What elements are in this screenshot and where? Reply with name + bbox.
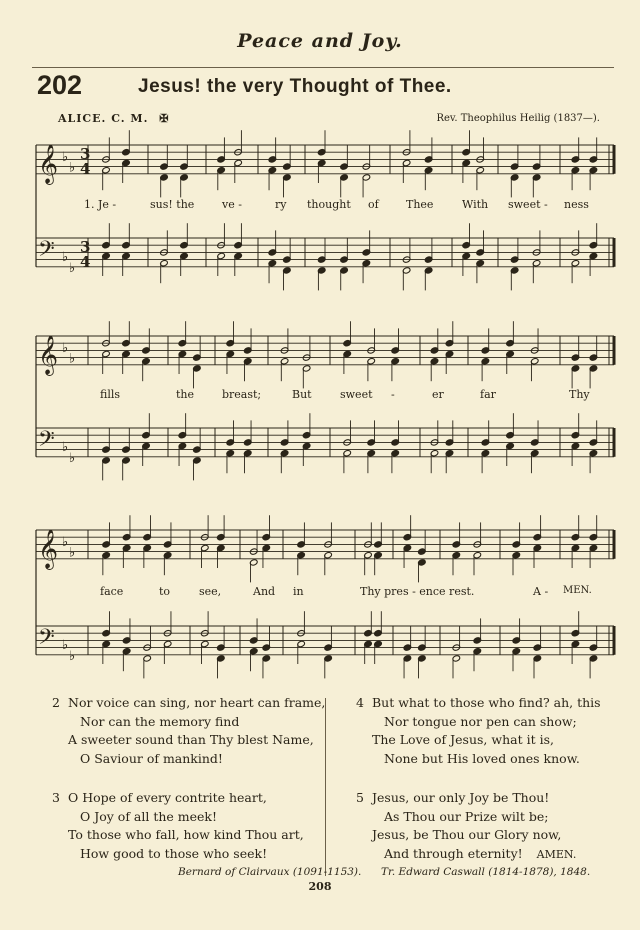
verse-line: But what to those who find? ah, this <box>372 695 601 710</box>
tune-name-text: ALICE. C. M. <box>58 112 149 125</box>
flat-icon: ♭ <box>62 534 69 550</box>
verse-line: As Thou our Prize wilt be; <box>384 808 549 824</box>
verse-2 <box>52 694 325 768</box>
verse-line: To those who fall, how kind Thou art, <box>68 827 304 843</box>
lyric-3-5: in <box>293 585 304 598</box>
lyric-3-8: MEN. <box>563 585 592 596</box>
flat-icon: ♭ <box>69 351 76 367</box>
flat-icon: ♭ <box>69 160 76 176</box>
verse-line: O Saviour of mankind! <box>80 750 223 766</box>
time-signature-bottom: 4 <box>80 160 91 178</box>
lyric-3-2: to <box>159 585 171 598</box>
time-signature-top: 3 <box>80 238 91 256</box>
translator-credit: Tr. Edward Caswall (1814-1878), 1848. <box>381 866 591 878</box>
flat-icon: ♭ <box>69 648 76 664</box>
verse-line: The Love of Jesus, what it is, <box>372 732 554 748</box>
lyric-3-3: see, <box>199 585 222 598</box>
lyric-3-1: face <box>100 585 124 598</box>
author-credit: Bernard of Clairvaux (1091-1153). <box>178 866 362 878</box>
verse-line: A sweeter sound than Thy blest Name, <box>68 732 314 748</box>
lyric-1-6: of <box>368 198 379 211</box>
lyric-2-9: Thy <box>569 388 590 401</box>
lyric-2-7: er <box>432 388 444 401</box>
verse-line: And through eternity! <box>384 845 523 861</box>
hymn-number: 202 <box>37 70 83 100</box>
flat-icon: ♭ <box>69 545 76 561</box>
verse-line: How good to those who seek! <box>80 845 268 861</box>
flat-icon: ♭ <box>62 340 69 356</box>
hymn-title: Jesus! the very Thought of Thee. <box>138 76 452 97</box>
lyric-1-1: 1. Je - <box>84 198 117 211</box>
verse-line: Nor can the memory find <box>80 713 240 729</box>
verse-3 <box>52 789 304 863</box>
flat-icon: ♭ <box>62 250 69 265</box>
lyric-1-8: With <box>462 198 489 211</box>
lyric-1-4: ry <box>275 198 287 211</box>
lyric-1-5: thought <box>307 198 351 211</box>
verse-number: 5 <box>356 790 364 805</box>
verse-number: 3 <box>52 790 60 805</box>
treble-clef-icon: 𝄞 <box>38 529 59 569</box>
lyric-1-7: Thee <box>406 198 434 211</box>
section-title: Peace and Joy. <box>237 30 403 52</box>
flat-icon: ♭ <box>69 260 76 276</box>
lyric-2-6: - <box>391 388 395 401</box>
verse-line: O Joy of all the meek! <box>80 808 218 824</box>
verse-line: None but His loved ones know. <box>384 750 580 766</box>
time-signature-bottom: 4 <box>80 253 91 271</box>
bass-clef-icon: 𝄢 <box>38 427 55 457</box>
treble-clef-icon: 𝄞 <box>38 335 59 375</box>
lyric-2-1: fills <box>100 388 121 401</box>
verse-line: Nor tongue nor pen can show; <box>384 713 577 729</box>
lyric-3-7: A - <box>533 585 549 598</box>
flat-icon: ♭ <box>69 450 76 466</box>
lyric-2-4: But <box>292 388 312 401</box>
flat-icon: ♭ <box>62 638 69 653</box>
lyric-2-8: far <box>480 388 496 401</box>
verse-divider <box>325 698 326 876</box>
lyric-1-3: ve - <box>222 198 242 211</box>
treble-clef-icon: 𝄞 <box>38 144 59 184</box>
lyric-3-6: Thy pres - ence rest. <box>360 585 475 598</box>
flat-icon: ♭ <box>62 440 69 455</box>
verse-line: Jesus, our only Joy be Thou! <box>372 790 550 805</box>
page-number: 208 <box>308 880 332 893</box>
verse-line: O Hope of every contrite heart, <box>68 790 267 805</box>
lyric-2-5: sweet <box>340 388 373 401</box>
verse-number: 2 <box>52 695 60 710</box>
lyric-1-2: sus! the <box>150 198 195 211</box>
verse-line: Jesus, be Thou our Glory now, <box>372 827 562 843</box>
verse-5 <box>356 789 576 864</box>
verse-4 <box>356 694 601 768</box>
amen-mark: AMEN. <box>536 847 577 861</box>
cross-icon: ✠ <box>159 112 170 125</box>
bass-clef-icon: 𝄢 <box>38 625 55 655</box>
lyric-3-4: And <box>253 585 276 598</box>
verse-number: 4 <box>356 695 364 710</box>
composer-credit: Rev. Theophilus Heilig (1837—). <box>436 113 600 124</box>
verse-line: Nor voice can sing, nor heart can frame, <box>68 695 326 710</box>
flat-icon: ♭ <box>62 149 69 165</box>
lyric-1-9: sweet - <box>508 198 548 211</box>
lyric-1-10: ness <box>564 198 589 211</box>
bass-clef-icon: 𝄢 <box>38 237 55 267</box>
time-signature-top: 3 <box>80 145 91 163</box>
lyric-2-2: the <box>176 388 195 401</box>
lyric-2-3: breast; <box>222 388 262 401</box>
